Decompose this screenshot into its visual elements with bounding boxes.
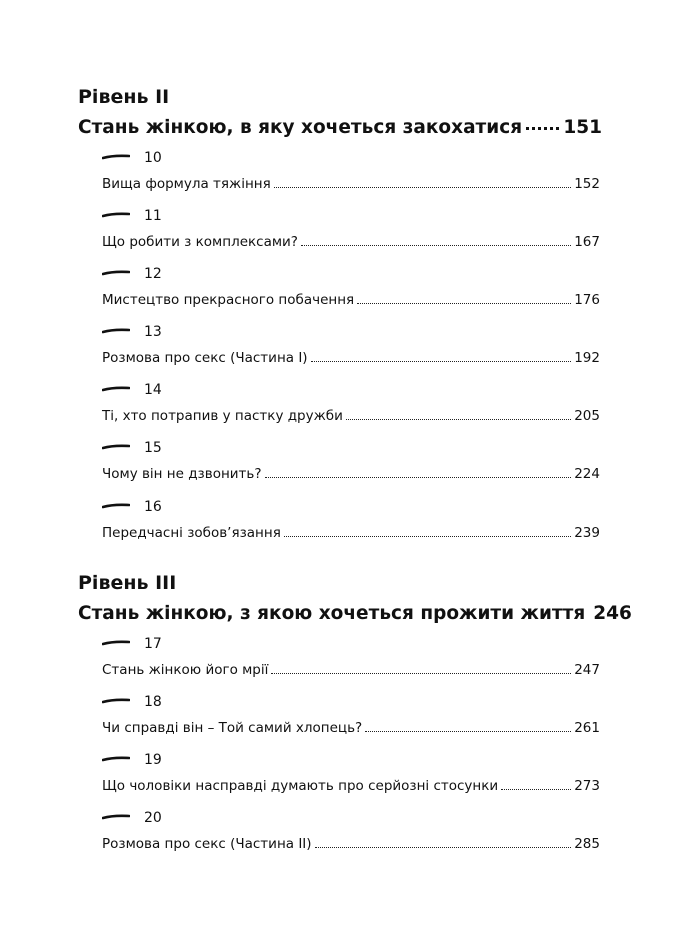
chapter-page: 192	[574, 350, 600, 366]
chapter-number: 14	[144, 382, 162, 398]
chapter-title: Мистецтво прекрасного побачення	[102, 292, 355, 308]
chapter-number: 12	[144, 266, 162, 282]
chapter-title: Розмова про секс (Частина I)	[102, 350, 308, 366]
chapter-page: 167	[574, 234, 600, 250]
chapter-page: 273	[574, 778, 600, 794]
chapter-dash-icon	[102, 698, 130, 704]
level-page-number: 151	[563, 117, 602, 138]
chapter-dash-icon	[102, 756, 130, 762]
dot-leader	[526, 127, 559, 130]
chapter-number: 11	[144, 208, 162, 224]
dot-leader	[265, 477, 572, 478]
dot-leader	[365, 731, 571, 732]
chapter-number: 16	[144, 499, 162, 515]
chapter-page: 285	[574, 836, 600, 852]
chapter-dash-icon	[102, 814, 130, 820]
dot-leader	[357, 303, 571, 304]
toc-row	[102, 234, 600, 250]
chapter-dash-icon	[102, 503, 130, 509]
chapter-page: 152	[574, 176, 600, 192]
dot-leader	[501, 789, 571, 790]
dot-leader	[311, 361, 572, 362]
dot-leader	[301, 245, 571, 246]
level-heading	[78, 603, 632, 625]
toc-row	[102, 720, 600, 736]
chapter-page: 205	[574, 408, 600, 424]
chapter-number: 20	[144, 810, 162, 826]
chapter-dash-icon	[102, 154, 130, 160]
chapter-dash-icon	[102, 386, 130, 392]
toc-row	[102, 662, 600, 678]
toc-row	[102, 408, 600, 424]
chapter-number: 10	[144, 150, 162, 166]
chapter-title: Передчасні зобов’язання	[102, 525, 281, 541]
chapter-number: 17	[144, 636, 162, 652]
level-heading-title: Стань жінкою, в яку хочеться закохатися	[78, 117, 523, 138]
chapter-dash-icon	[102, 270, 130, 276]
level-section	[78, 86, 602, 139]
toc-row	[102, 525, 600, 541]
chapter-page: 247	[574, 662, 600, 678]
chapter-title: Розмова про секс (Частина II)	[102, 836, 312, 852]
level-heading	[78, 117, 602, 139]
chapter-title: Чому він не дзвонить?	[102, 466, 262, 482]
chapter-number: 13	[144, 324, 162, 340]
chapter-page: 239	[574, 525, 600, 541]
chapter-dash-icon	[102, 212, 130, 218]
chapter-title: Чи справді він – Той самий хлопець?	[102, 720, 363, 736]
chapter-title: Ті, хто потрапив у пастку дружби	[102, 408, 343, 424]
toc-row	[102, 292, 600, 308]
dot-leader	[284, 536, 571, 537]
toc-row	[102, 778, 600, 794]
chapter-title: Вища формула тяжіння	[102, 176, 271, 192]
chapter-number: 18	[144, 694, 162, 710]
chapter-page: 176	[574, 292, 600, 308]
chapter-dash-icon	[102, 640, 130, 646]
chapter-title: Що чоловіки насправді думають про серйозні стосунки	[102, 778, 499, 794]
level-label: Рівень III	[78, 572, 177, 594]
chapter-title: Що робити з комплексами?	[102, 234, 298, 250]
chapter-dash-icon	[102, 328, 130, 334]
toc-row	[102, 836, 600, 852]
toc-row	[102, 176, 600, 192]
toc-row	[102, 466, 600, 482]
chapter-page: 261	[574, 720, 600, 736]
chapter-dash-icon	[102, 444, 130, 450]
chapter-title: Стань жінкою його мрії	[102, 662, 269, 678]
level-section	[78, 572, 632, 625]
chapter-number: 19	[144, 752, 162, 768]
level-page-number: 246	[593, 603, 632, 624]
chapter-number: 15	[144, 440, 162, 456]
chapter-page: 224	[574, 466, 600, 482]
dot-leader	[274, 187, 571, 188]
level-label: Рівень II	[78, 86, 170, 108]
level-heading-title: Стань жінкою, з якою хочеться прожити життя	[78, 603, 586, 624]
dot-leader	[346, 419, 571, 420]
toc-row	[102, 350, 600, 366]
dot-leader	[271, 673, 571, 674]
dot-leader	[315, 847, 572, 848]
